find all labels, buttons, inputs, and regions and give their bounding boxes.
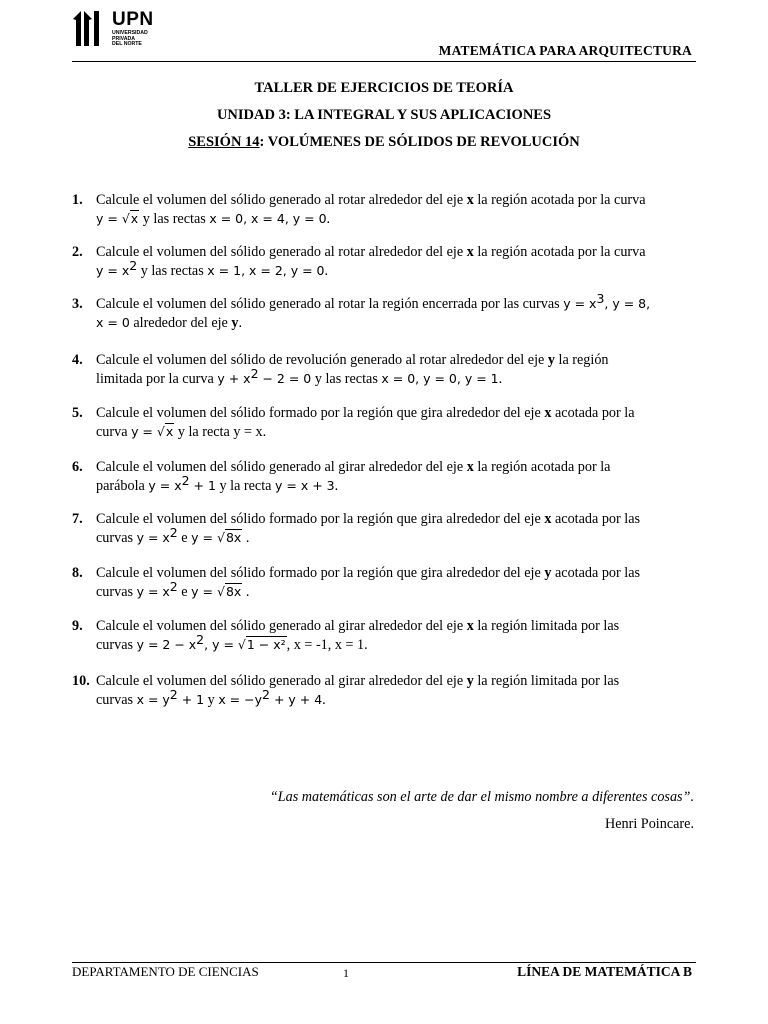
exercise-number: 4. (72, 352, 83, 368)
exercise-9: 9. Calcule el volumen del sólido generado al girar alrededor del eje x la región limitada por las curvas $y = 2 - x^2$, y = √1 − x², x = -1, x = 1. (72, 618, 620, 653)
exercise-1: 1. Calcule el volumen del sólido generado al rotar alrededor del eje x la región acotada por la curva y = √x y las rectas x = 0, x = 4, y = 0. (72, 192, 646, 227)
exercise-number: 6. (72, 459, 83, 475)
exercise-8: 8. Calcule el volumen del sólido formado por la región que gira alrededor del eje y acotada por las curvas $y = x^2$ e y = √8x . (72, 565, 641, 600)
exercise-10: 10. Calcule el volumen del sólido generado al girar alrededor del eje y la región limitada por las curvas $x = y^2 + 1$ y $x = -y^2 + y + 4$. (72, 673, 620, 708)
page-number: 1 (343, 966, 349, 980)
header-divider (72, 61, 696, 62)
workshop-title: TALLER DE EJERCICIOS DE TEORÍA (254, 80, 514, 96)
exercise-number: 5. (72, 405, 83, 421)
exercise-3: 3. Calcule el volumen del sólido generado al rotar la región encerrada por las curvas $y = x^3$, y = 8, x = 0 alrededor del eje y. (72, 291, 651, 331)
exercise-number: 1. (72, 192, 83, 208)
footer-divider (72, 962, 696, 963)
quote-text: “Las matemáticas son el arte de dar el mismo nombre a diferentes cosas”. (269, 789, 694, 805)
footer-department: DEPARTAMENTO DE CIENCIAS (72, 964, 259, 979)
course-title: MATEMÁTICA PARA ARQUITECTURA (438, 43, 692, 58)
upn-logo (72, 10, 182, 50)
exercise-number: 7. (72, 511, 83, 527)
upn-emblem-icon (72, 10, 106, 46)
exercise-number: 9. (72, 618, 83, 634)
exercise-number: 10. (72, 673, 90, 689)
exercise-4: 4. Calcule el volumen del sólido de revolución generado al rotar alrededor del eje y la región limitada por la curva $y + x^2 - 2 = 0$ y las rectas x = 0, y = 0, y = 1. (72, 352, 609, 387)
session-title (72, 134, 696, 161)
logo-subtitle: UNIVERSIDAD PRIVADA DEL NORTE (112, 30, 148, 48)
exercise-number: 2. (72, 244, 83, 260)
unit-title: UNIDAD 3: LA INTEGRAL Y SUS APLICACIONES (216, 107, 552, 123)
exercise-6: 6. Calcule el volumen del sólido generado al girar alrededor del eje x la región acotada por la parábola $y = x^2 + 1$ y la recta y = x + 3. (72, 459, 611, 494)
exercise-5: 5. Calcule el volumen del sólido formado por la región que gira alrededor del eje x acotada por la curva y = √x y la recta y = x. (72, 405, 635, 440)
footer-line: LÍNEA DE MATEMÁTICA B (517, 964, 692, 979)
quote-author: Henri Poincare. (604, 816, 694, 832)
exercise-number: 8. (72, 565, 83, 581)
logo-wordmark: UPN (112, 9, 154, 30)
document-titles (72, 80, 696, 161)
session-topic: : VOLÚMENES DE SÓLIDOS DE REVOLUCIÓN (259, 134, 580, 150)
exercise-number: 3. (72, 296, 83, 312)
exercise-2: 2. Calcule el volumen del sólido generado al rotar alrededor del eje x la región acotada por la curva $y = x^2$ y las rectas x = 1, x = 2, y = 0. (72, 244, 646, 279)
exercise-7: 7. Calcule el volumen del sólido formado por la región que gira alrededor del eje x acotada por las curvas $y = x^2$ e y = √8x . (72, 511, 641, 546)
session-label: SESIÓN 14 (188, 134, 260, 150)
